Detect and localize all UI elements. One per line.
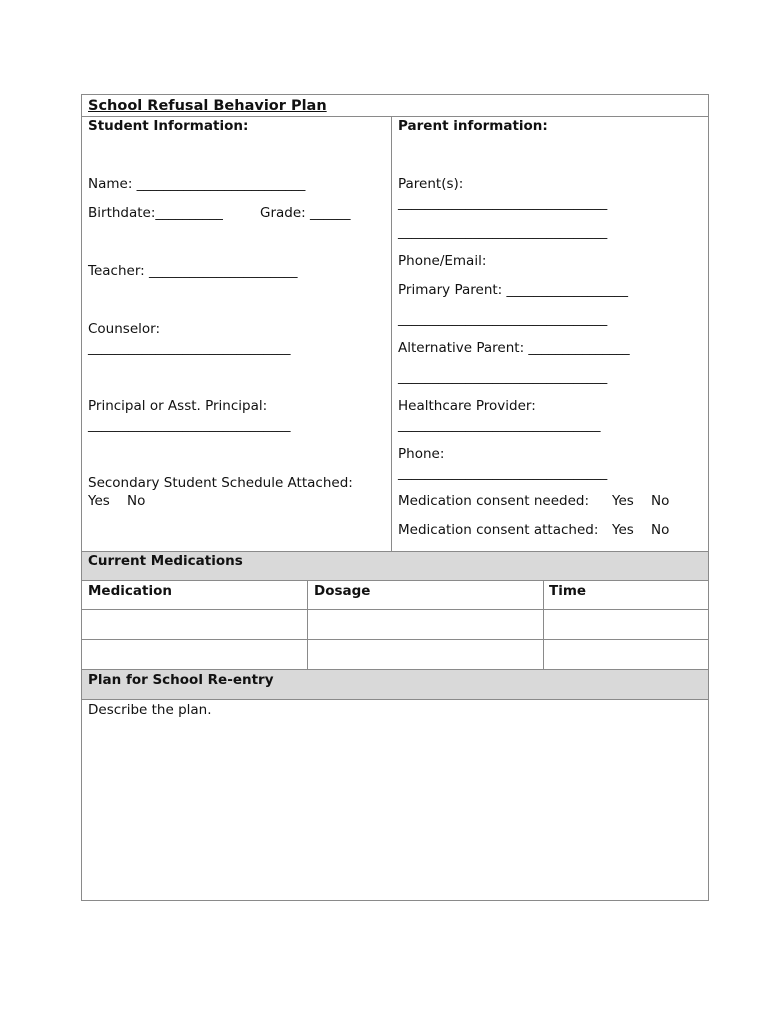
consent-attached-label: Medication consent attached:: [398, 522, 599, 538]
parents-field-1[interactable]: _______________________________: [398, 195, 608, 211]
counselor-field[interactable]: ______________________________: [88, 340, 291, 356]
phone-label: Phone:: [398, 446, 445, 462]
consent-needed-no-option[interactable]: No: [651, 493, 670, 509]
form-title: School Refusal Behavior Plan: [88, 98, 327, 114]
table-column-divider: [543, 580, 544, 669]
column-divider: [391, 116, 392, 551]
phone-email-label: Phone/Email:: [398, 253, 487, 269]
schedule-label: Secondary Student Schedule Attached:: [88, 475, 353, 491]
schedule-yes-option[interactable]: Yes: [88, 493, 110, 509]
consent-needed-yes-option[interactable]: Yes: [612, 493, 634, 509]
dosage-column-header: Dosage: [314, 583, 371, 599]
divider: [82, 699, 708, 700]
healthcare-provider-label: Healthcare Provider:: [398, 398, 536, 414]
phone-field[interactable]: _______________________________: [398, 465, 608, 481]
alternative-parent-field[interactable]: Alternative Parent: _______________: [398, 340, 630, 356]
medication-column-header: Medication: [88, 583, 172, 599]
table-column-divider: [307, 580, 308, 669]
medications-header: Current Medications: [88, 553, 243, 569]
school-refusal-form: [81, 94, 709, 901]
divider: [82, 639, 708, 640]
divider: [82, 551, 708, 552]
parent-info-header: Parent information:: [398, 118, 548, 134]
schedule-no-option[interactable]: No: [127, 493, 146, 509]
reentry-header: Plan for School Re-entry: [88, 672, 274, 688]
primary-parent-field[interactable]: Primary Parent: __________________: [398, 282, 629, 298]
reentry-plan-field[interactable]: Describe the plan.: [88, 702, 212, 718]
counselor-label: Counselor:: [88, 321, 161, 337]
divider: [82, 580, 708, 581]
consent-attached-yes-option[interactable]: Yes: [612, 522, 634, 538]
primary-parent-field-2[interactable]: _______________________________: [398, 311, 608, 327]
divider: [82, 669, 708, 670]
birthdate-field[interactable]: Birthdate:__________: [88, 205, 223, 221]
time-column-header: Time: [549, 583, 587, 599]
healthcare-provider-field[interactable]: ______________________________: [398, 417, 601, 433]
divider: [82, 609, 708, 610]
parents-field-2[interactable]: _______________________________: [398, 224, 608, 240]
consent-needed-label: Medication consent needed:: [398, 493, 589, 509]
principal-field[interactable]: ______________________________: [88, 417, 291, 433]
name-field[interactable]: Name: _________________________: [88, 176, 306, 192]
student-info-header: Student Information:: [88, 118, 249, 134]
consent-attached-no-option[interactable]: No: [651, 522, 670, 538]
principal-label: Principal or Asst. Principal:: [88, 398, 268, 414]
alternative-parent-field-2[interactable]: _______________________________: [398, 369, 608, 385]
divider: [82, 116, 708, 117]
grade-field[interactable]: Grade: ______: [260, 205, 351, 221]
teacher-field[interactable]: Teacher: ______________________: [88, 263, 298, 279]
parents-label: Parent(s):: [398, 176, 464, 192]
